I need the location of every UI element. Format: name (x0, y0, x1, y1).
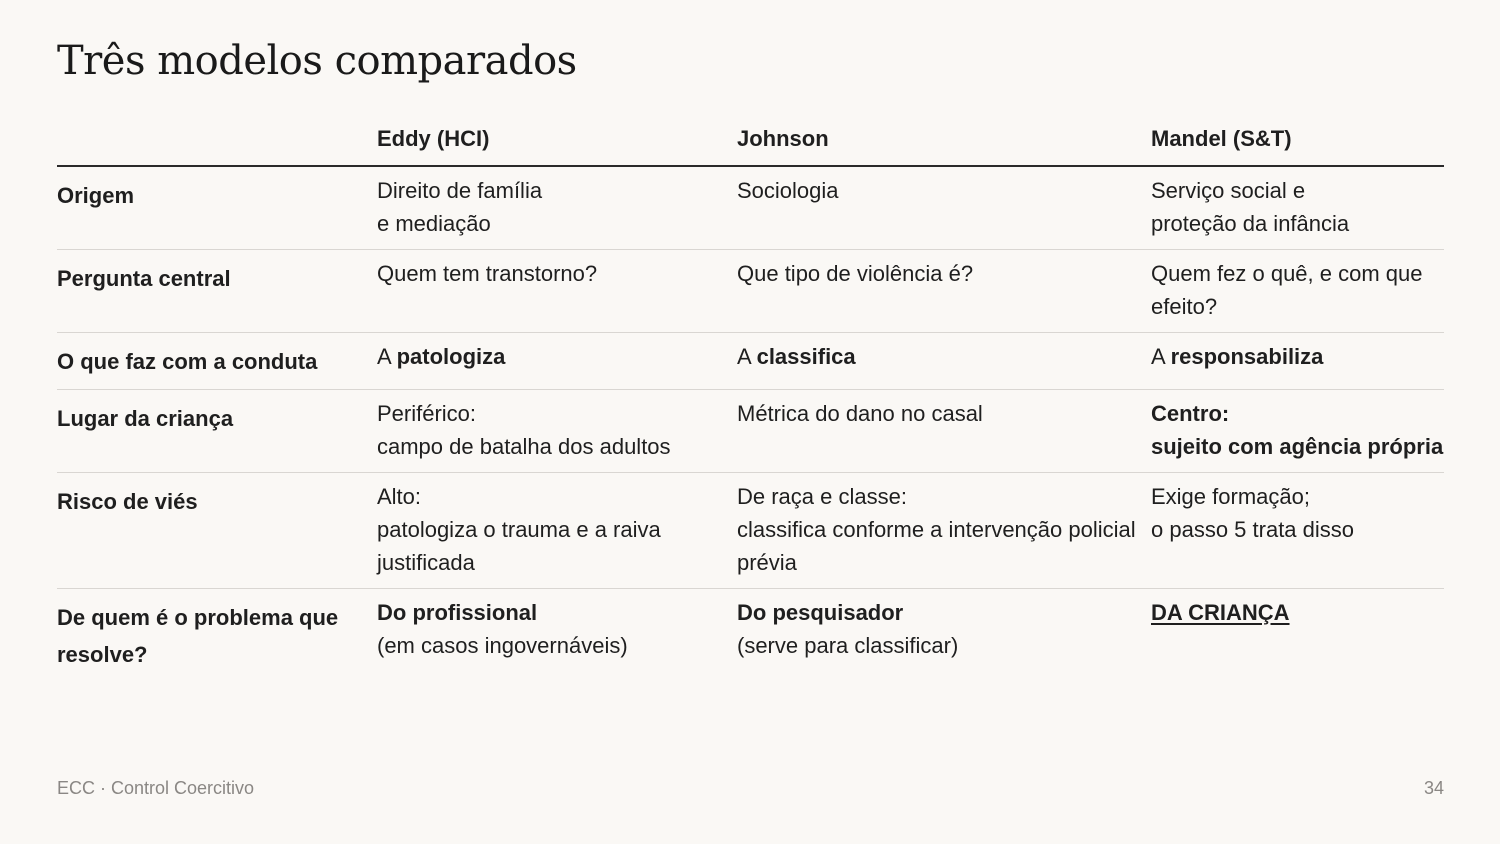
cell-line: classifica conforme a intervenção policial prévia (737, 517, 1136, 575)
cell-line: proteção da infância (1151, 211, 1350, 236)
row-label-origem: Origem (57, 166, 377, 250)
cell-mandel (1151, 166, 1444, 250)
header-eddy: Eddy (HCI) (377, 116, 737, 166)
cell-emphasis: classifica (756, 344, 856, 369)
row-label-de-quem: De quem é o problema que resolve? (57, 605, 339, 667)
cell-line: Sociologia (737, 178, 839, 203)
slide-title: Três modelos comparados (57, 38, 577, 84)
table-row (57, 250, 1444, 333)
header-mandel: Mandel (S&T) (1151, 116, 1444, 166)
cell-johnson (737, 589, 1151, 683)
cell-line: Quem tem transtorno? (377, 261, 598, 286)
cell-line: e mediação (377, 211, 491, 236)
cell-eddy (377, 473, 737, 589)
cell-strong: Do pesquisador (737, 600, 904, 625)
row-label-pergunta-central: Pergunta central (57, 250, 377, 333)
cell-johnson (737, 250, 1151, 333)
cell-eddy (377, 390, 737, 473)
cell-sub: (em casos ingovernáveis) (377, 633, 628, 658)
cell-johnson (737, 166, 1151, 250)
cell-line: Métrica do dano no casal (737, 401, 983, 426)
table-row (57, 333, 1444, 390)
cell-line: Alto: (377, 484, 422, 509)
cell-line: Quem fez o quê, e com que efeito? (1151, 261, 1423, 319)
table-row (57, 589, 1444, 683)
cell-mandel (1151, 390, 1444, 473)
cell-sub: (serve para classificar) (737, 633, 959, 658)
cell-line: campo de batalha dos adultos (377, 434, 671, 459)
cell-emphasis: patologiza (396, 344, 506, 369)
cell-line: Direito de família (377, 178, 543, 203)
cell-line: Que tipo de violência é? (737, 261, 974, 286)
cell-line: Periférico: (377, 401, 477, 426)
cell-mandel (1151, 250, 1444, 333)
row-label-lugar-crianca: Lugar da criança (57, 390, 377, 473)
footer-deck-name: ECC · Control Coercitivo (57, 778, 255, 798)
cell-line: Exige formação; (1151, 484, 1310, 509)
cell-prefix: A (1151, 344, 1171, 369)
cell-strong: Do profissional (377, 600, 538, 625)
cell-johnson (737, 333, 1151, 390)
cell-line: De raça e classe: (737, 484, 907, 509)
header-row (57, 116, 1444, 166)
page-number: 34 (1423, 778, 1444, 798)
cell-eddy (377, 250, 737, 333)
row-label-conduta: O que faz com a conduta (57, 333, 377, 390)
header-empty (57, 116, 377, 166)
table-row (57, 166, 1444, 250)
table-row (57, 390, 1444, 473)
cell-mandel (1151, 473, 1444, 589)
cell-johnson (737, 473, 1151, 589)
cell-underlined: DA CRIANÇA (1151, 600, 1290, 625)
cell-line: Serviço social e (1151, 178, 1306, 203)
cell-eddy (377, 166, 737, 250)
table-row (57, 473, 1444, 589)
comparison-table (57, 116, 1444, 682)
header-johnson: Johnson (737, 116, 1151, 166)
cell-prefix: A (737, 344, 757, 369)
cell-prefix: A (377, 344, 397, 369)
cell-eddy (377, 589, 737, 683)
cell-line: Centro: (1151, 401, 1230, 426)
cell-eddy (377, 333, 737, 390)
cell-johnson (737, 390, 1151, 473)
cell-line: o passo 5 trata disso (1151, 517, 1355, 542)
cell-emphasis: responsabiliza (1170, 344, 1324, 369)
row-label-risco-vies: Risco de viés (57, 473, 377, 589)
cell-mandel (1151, 589, 1444, 683)
cell-line: patologiza o trauma e a raiva justificada (377, 517, 661, 575)
cell-line: sujeito com agência própria (1151, 434, 1444, 459)
cell-mandel (1151, 333, 1444, 390)
